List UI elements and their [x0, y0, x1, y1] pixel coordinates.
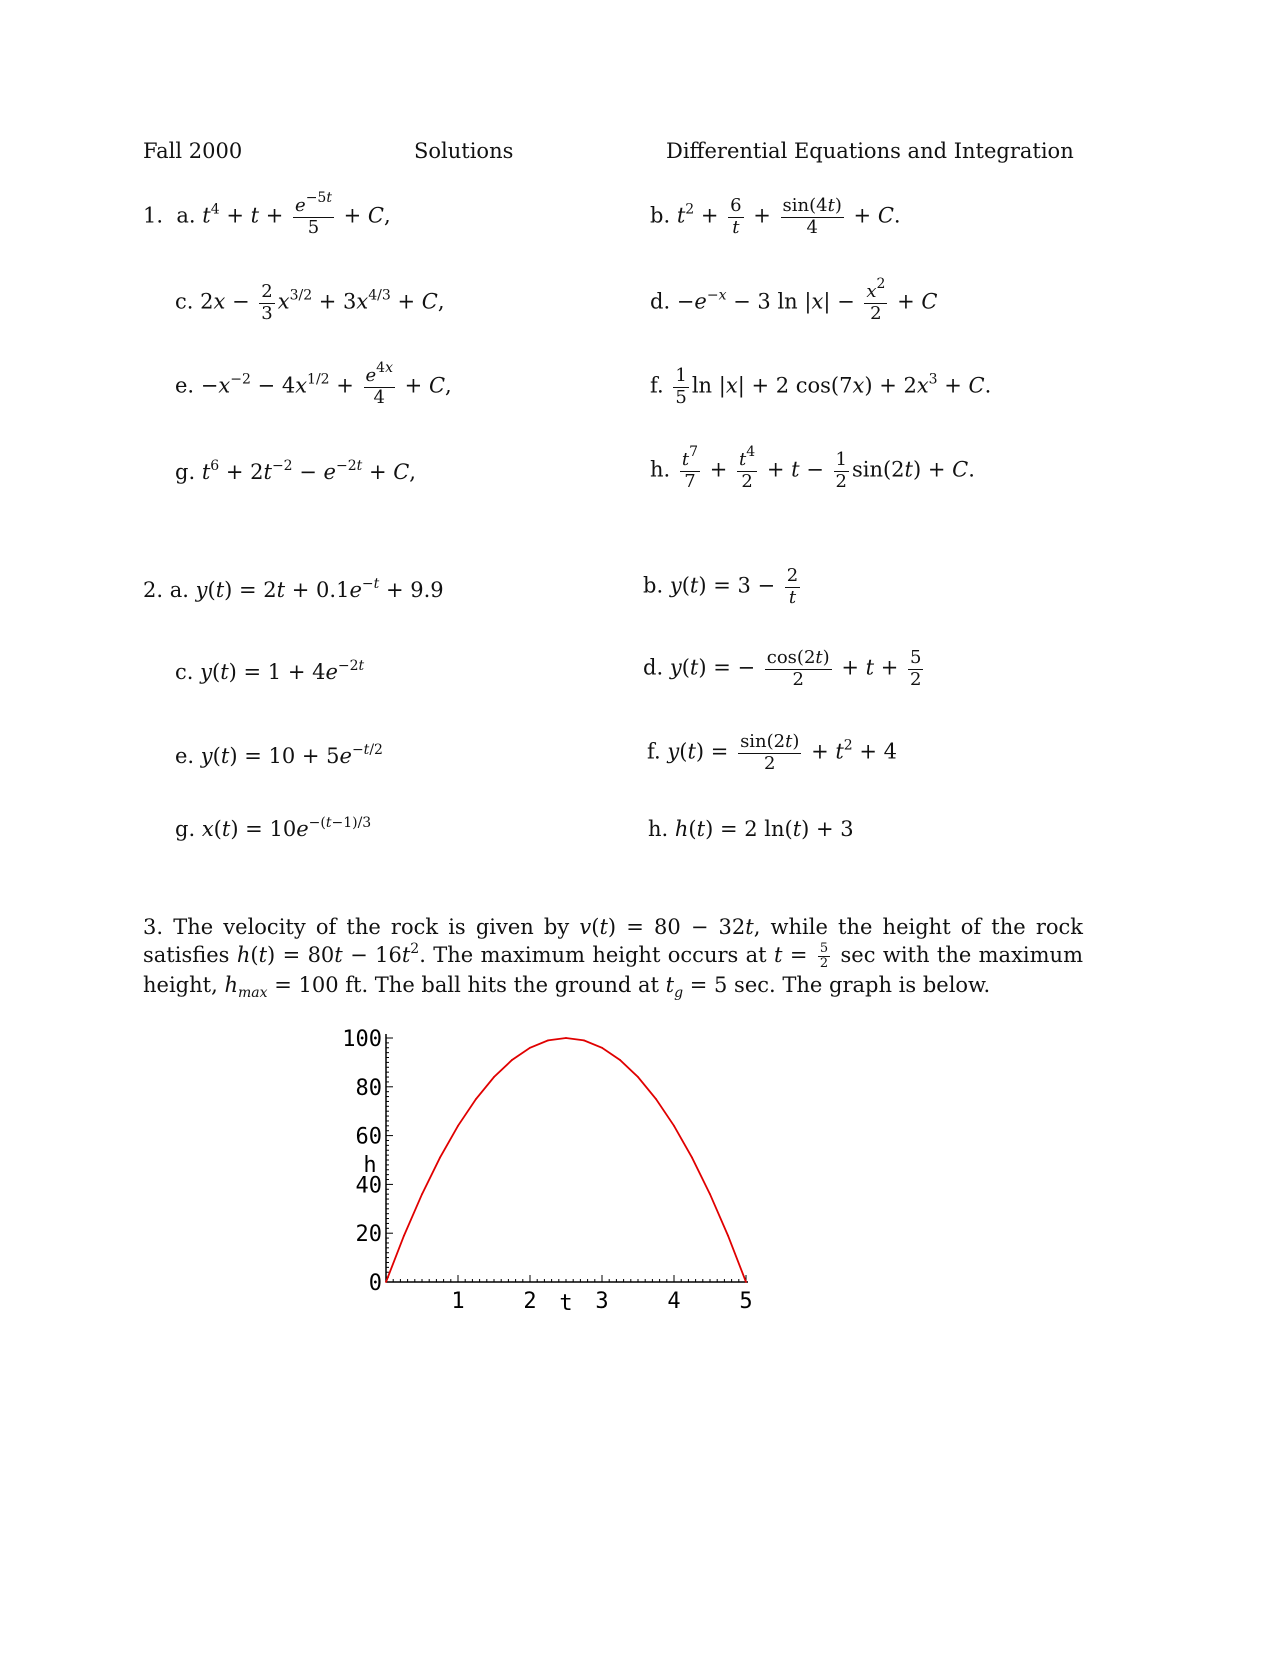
data-point [601, 1047, 603, 1049]
header-term: Fall 2000 [143, 139, 243, 163]
part-label: c. [175, 660, 194, 684]
data-point [565, 1037, 567, 1039]
data-point [421, 1193, 423, 1195]
data-point [745, 1281, 747, 1283]
problem-1a: 1. a. $t^4 + t$ + $\frac{e^{-5t}}{5}$ + C, [143, 190, 391, 238]
x-axis-label: t [559, 1291, 573, 1316]
part-label: e. [175, 744, 195, 768]
data-point [493, 1076, 495, 1078]
data-point [583, 1040, 585, 1042]
data-point [457, 1125, 459, 1127]
part-label: c. [175, 289, 194, 314]
problem-2b: b. y(t) = 3 − $\frac{2}{t}$ [643, 565, 799, 608]
data-point [439, 1157, 441, 1159]
part-label: a. [176, 203, 196, 228]
problem-3-text: 3. The velocity of the rock is given by v(t) = 80 − 32t, while the height of the rock satisfies $h(t) = 80t - 16t^2$. The maximum height occurs at t = $\frac{5}{2}$ sec with the maximum height, $h_{max} = 100$ ft. The ball hits the ground at $t_g = 5$ sec. The graph is below. [143, 915, 1084, 1001]
data-point [637, 1076, 639, 1078]
problem-1h: h. $\frac{t^7}{7}$ + $\frac{t^4}{2}$ + t − $\frac{1}{2}$ sin(2t) + C. [650, 444, 975, 492]
x-tick-label: 4 [667, 1289, 681, 1314]
problem-2d: d. y(t) = − $\frac{\cos(2t)}{2}$ + t + $\frac{5}{2}$ [643, 647, 922, 690]
problem-1c: c. 2x − $\frac{2}{3}$ $x^{3/2} + 3x^{4/3} + C$, [175, 281, 445, 324]
x-tick-label: 5 [739, 1289, 753, 1314]
problem-2c: c. $y(t) = 1 + 4e^{-2t}$ [175, 658, 365, 684]
part-label: b. [650, 203, 671, 228]
data-point [673, 1125, 675, 1127]
y-tick-label: 0 [368, 1271, 382, 1296]
problem-2a: 2. a. $y(t) = 2t + 0.1e^{-t} + 9.9$ [143, 576, 444, 602]
data-point [403, 1235, 405, 1237]
part-label: g. [175, 817, 196, 841]
data-point [475, 1098, 477, 1100]
height-vs-time-chart [320, 1020, 780, 1330]
problem-1b: b. $t^2$ + $\frac{6}{t}$ + $\frac{\sin(4t)}{4}$ + C. [650, 195, 901, 238]
x-tick-label: 2 [523, 1289, 537, 1314]
problem-number: 2. [143, 578, 164, 602]
data-point [709, 1193, 711, 1195]
data-point [691, 1157, 693, 1159]
data-point [529, 1047, 531, 1049]
part-label: a. [169, 578, 189, 602]
part-label: d. [643, 655, 664, 680]
part-label: g. [175, 460, 196, 484]
problem-number: 3. [143, 915, 164, 939]
problem-1g: g. $t^6 + 2t^{-2} - e^{-2t} + C$, [175, 458, 416, 484]
part-label: f. [647, 739, 661, 764]
part-label: f. [650, 373, 664, 398]
header-course: Differential Equations and Integration [666, 139, 1074, 163]
problem-2h: h. h(t) = 2 ln(t) + 3 [648, 817, 854, 841]
problem-1d: d. $-e^{-x} - 3$ ln |x| − $\frac{x^2}{2}$ + C [650, 276, 938, 324]
problem-2g: g. $x(t) = 10e^{-(t-1)/3}$ [175, 815, 372, 841]
problem-1e: e. $-x^{-2} - 4x^{1/2}$ + $\frac{e^{4x}}{4}$ + C, [175, 360, 452, 408]
data-point [727, 1235, 729, 1237]
data-point [619, 1059, 621, 1061]
y-tick-label: 60 [355, 1124, 382, 1150]
part-label: d. [650, 289, 671, 314]
data-point [385, 1281, 387, 1283]
y-tick-label: 80 [355, 1075, 382, 1101]
part-label: e. [175, 373, 195, 398]
data-point [547, 1040, 549, 1042]
data-point [511, 1059, 513, 1061]
part-label: h. [648, 817, 669, 841]
y-axis-label: h [363, 1153, 377, 1178]
x-tick-label: 1 [451, 1289, 465, 1314]
problem-2e: e. $y(t) = 10 + 5e^{-t/2}$ [175, 742, 383, 768]
y-tick-label: 20 [355, 1222, 382, 1248]
x-tick-label: 3 [595, 1289, 609, 1314]
part-label: h. [650, 457, 671, 482]
y-tick-label: 40 [355, 1173, 382, 1199]
header-doc-type: Solutions [414, 139, 514, 163]
y-tick-label: 100 [342, 1027, 382, 1052]
problem-1f: f. $\frac{1}{5}$ ln |x| + 2 $\cos(7x) + 2x^3 + C$. [650, 365, 992, 408]
data-point [655, 1098, 657, 1100]
series-line-height [386, 1038, 746, 1282]
problem-2f: f. y(t) = $\frac{\sin(2t)}{2}$ + $t^2 + 4$ [647, 731, 898, 774]
part-label: b. [643, 573, 664, 598]
problem-number: 1. [143, 203, 164, 228]
